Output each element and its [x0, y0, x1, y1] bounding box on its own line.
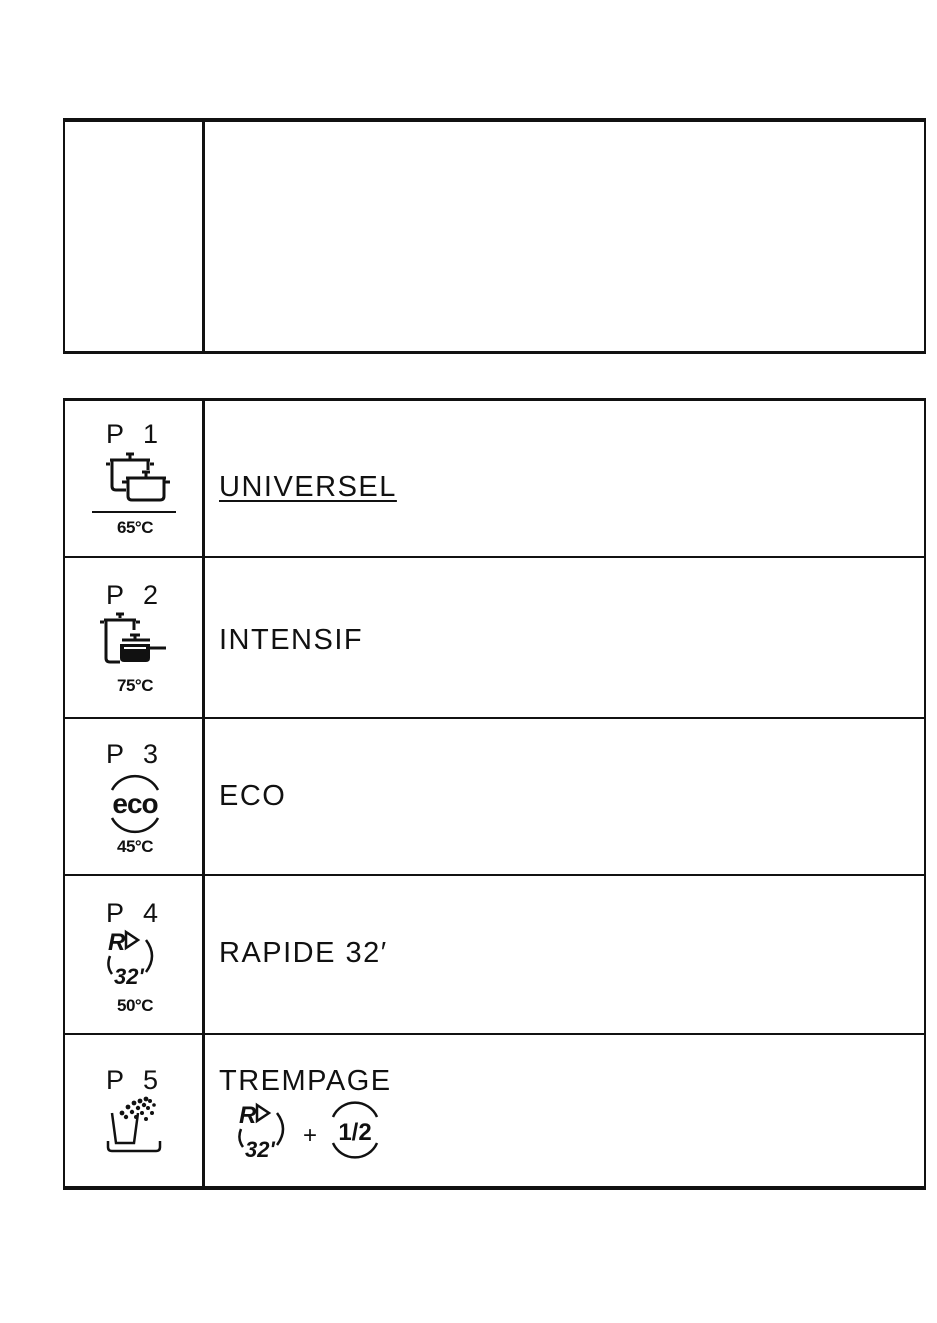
program-temperature: 45°C — [117, 837, 153, 856]
soak-icon — [65, 1095, 205, 1157]
eco-icon — [65, 772, 205, 836]
rapid-icon-text: R — [108, 929, 126, 956]
program-code: P 3 — [105, 739, 165, 769]
soak-symbols — [221, 1099, 391, 1174]
rapid-icon-duration: 32' — [114, 964, 144, 989]
plus-sign: + — [303, 1122, 318, 1149]
program-row-p3 — [65, 719, 924, 876]
program-table — [63, 398, 926, 1190]
rapid-icon-text: R — [239, 1102, 257, 1129]
program-code: P 1 — [105, 419, 165, 449]
program-name: UNIVERSEL — [219, 471, 397, 503]
program-name: ECO — [219, 780, 287, 812]
program-temperature: 75°C — [117, 676, 153, 695]
program-row-p1 — [65, 401, 924, 558]
header-box — [63, 118, 926, 354]
eco-icon-text: eco — [112, 788, 158, 819]
program-row-p2 — [65, 558, 924, 719]
program-row-p4 — [65, 876, 924, 1035]
program-row-p5 — [65, 1035, 924, 1189]
half-load-icon-text: 1/2 — [338, 1119, 372, 1146]
program-name: TREMPAGE — [219, 1065, 392, 1097]
rapid-icon-duration: 32' — [245, 1137, 275, 1162]
header-divider — [202, 122, 205, 351]
program-name: RAPIDE 32′ — [219, 937, 388, 969]
two-pots-icon — [65, 446, 205, 518]
rapid-icon — [65, 926, 205, 992]
program-temperature: 65°C — [117, 518, 153, 537]
program-code: P 4 — [105, 898, 165, 928]
program-code: P 2 — [105, 580, 165, 610]
program-code: P 5 — [105, 1065, 165, 1095]
program-name: INTENSIF — [219, 624, 364, 656]
program-temperature: 50°C — [117, 996, 153, 1015]
heavy-pot-icon — [65, 608, 205, 672]
